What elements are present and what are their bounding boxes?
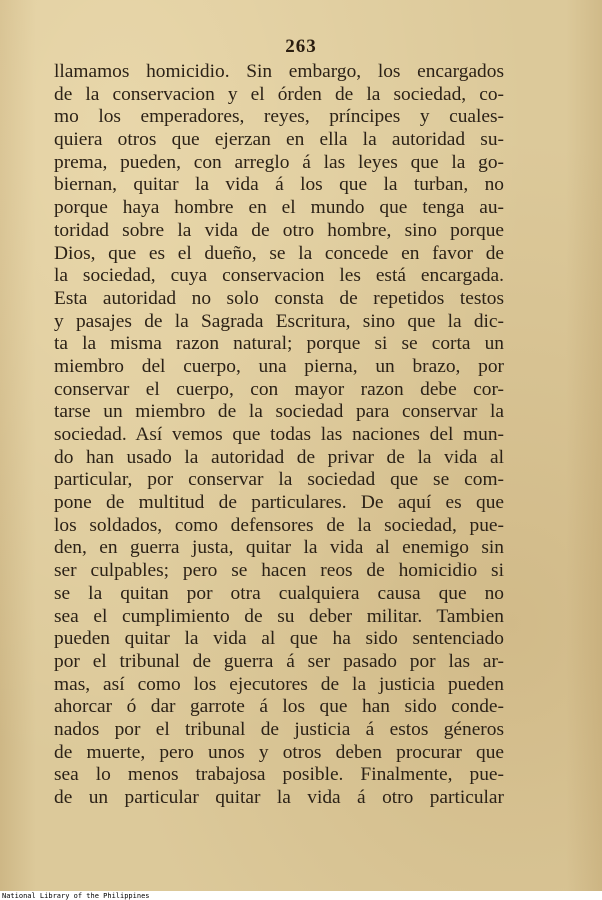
text-line: tarse un miembro de la sociedad para conservar la (54, 401, 504, 423)
library-credit: National Library of the Philippines (2, 892, 150, 900)
text-line: por el tribunal de guerra á ser pasado por las ar- (54, 650, 504, 672)
text-line: sociedad. Así vemos que todas las naciones del mun- (54, 424, 504, 445)
text-line: toridad sobre la vida de otro hombre, sino porque (54, 219, 504, 241)
text-line: ser culpables; pero se hacen reos de homicidio si (54, 560, 504, 582)
text-line: porque haya hombre en el mundo que tenga au- (54, 197, 504, 219)
text-line: de muerte, pero unos y otros deben procurar que (54, 741, 504, 763)
text-line: los soldados, como defensores de la sociedad, pue- (54, 514, 504, 536)
text-line: la sociedad, cuya conservacion les está encargada. (54, 265, 504, 287)
text-line: llamamos homicidio. Sin embargo, los encargados (54, 61, 504, 82)
text-line: de la conservacion y el órden de la sociedad, co- (54, 83, 504, 105)
text-line: pueden quitar la vida al que ha sido sentenciado (54, 628, 504, 650)
page-number: 263 (285, 36, 317, 57)
text-line: biernan, quitar la vida á los que la turban, no (54, 174, 504, 196)
text-line: ta la misma razon natural; porque si se corta un (54, 333, 504, 355)
text-line: Esta autoridad no solo consta de repetidos testos (54, 287, 504, 309)
text-line: do han usado la autoridad de privar de la vida al (54, 446, 504, 468)
text-line: ahorcar ó dar garrote á los que han sido conde- (54, 696, 504, 718)
text-line: sea lo menos trabajosa posible. Finalmente, pue- (54, 764, 504, 786)
text-line: y pasajes de la Sagrada Escritura, sino que la dic- (54, 310, 504, 332)
body-text (54, 61, 504, 810)
text-line: quiera otros que ejerzan en ella la autoridad su- (54, 129, 504, 151)
text-line: den, en guerra justa, quitar la vida al enemigo sin (54, 537, 504, 559)
text-line: nados por el tribunal de justicia á estos géneros (54, 718, 504, 740)
text-line: miembro del cuerpo, una pierna, un brazo, por (54, 355, 504, 377)
text-line: mas, así como los ejecutores de la justicia pueden (54, 673, 504, 695)
text-line: de un particular quitar la vida á otro particular (54, 787, 504, 808)
text-line: particular, por conservar la sociedad que se com- (54, 469, 504, 491)
text-line: Dios, que es el dueño, se la concede en favor de (54, 242, 504, 264)
text-line: sea el cumplimiento de su deber militar. Tambien (54, 605, 504, 627)
text-line: mo los emperadores, reyes, príncipes y cuales- (54, 106, 504, 128)
text-line: se la quitan por otra cualquiera causa que no (54, 582, 504, 604)
text-line: pone de multitud de particulares. De aquí es que (54, 492, 504, 514)
text-line: conservar el cuerpo, con mayor razon debe cor- (54, 378, 504, 400)
text-line: prema, pueden, con arreglo á las leyes que la go- (54, 151, 504, 173)
